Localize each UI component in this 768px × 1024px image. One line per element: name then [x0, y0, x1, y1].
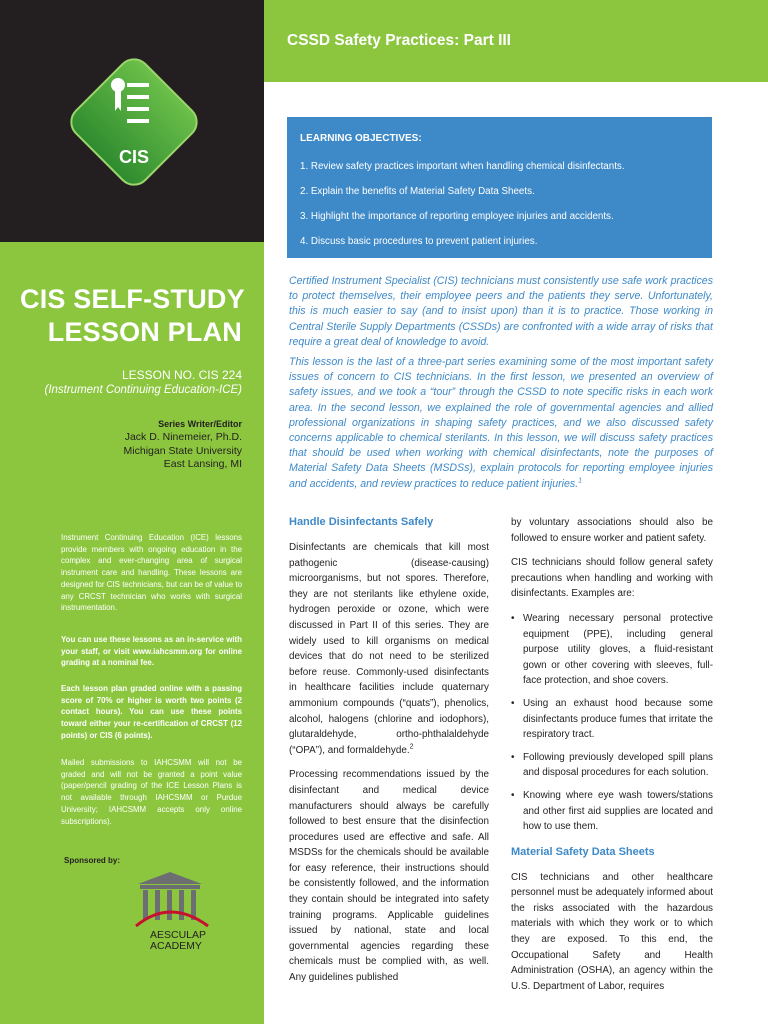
body-column-left [289, 515, 489, 995]
learning-objectives-box [287, 117, 712, 258]
writer-org: Michigan State University [123, 444, 242, 457]
sponsor-line2: ACADEMY [150, 940, 202, 952]
body-paragraph: CIS technicians should follow general safety precautions when handling and working with disinfectants. Examples are: [511, 557, 713, 600]
logo-text: CIS [118, 147, 150, 167]
objective-item: 3. Highlight the importance of reporting employee injuries and accidents. [300, 211, 614, 222]
objective-item: 1. Review safety practices important when handling chemical disinfectants. [300, 161, 625, 172]
sponsor-line1: AESCULAP [150, 929, 207, 941]
list-item: • Wearing necessary personal protective equipment (PPE), including general purpose utility gloves, a fluid-resistant gown or other covering with sleeves, full-face protection, and shoe covers. [511, 611, 713, 689]
certificate-document-icon [111, 75, 153, 133]
body-paragraph: by voluntary associations should also be followed to ensure worker and patient safety. [511, 517, 713, 544]
logo-panel [0, 0, 264, 242]
writer-block [20, 431, 242, 472]
sponsored-label: Sponsored by: [64, 856, 121, 865]
objective-item: 4. Discuss basic procedures to prevent patient injuries. [300, 236, 538, 247]
footnote-ref: 1 [578, 477, 583, 485]
intro-paragraph-1: Certified Instrument Specialist (CIS) technicians must consistently use safe work practices to protect themselves, their employee peers and the patients they serve. Unfortunately, this is much easier to say (and to insist upon) than it is to practice. Those working in Central Sterile Supply Departments (CSSDs) are confronted with a wide array of risks that require a great deal of knowledge to avoid. [289, 275, 713, 348]
footnote-ref: 2 [409, 743, 414, 751]
page-title: CSSD Safety Practices: Part III [287, 32, 511, 49]
ice-description: Instrument Continuing Education (ICE) lessons provide members with ongoing education in the complex and ever-changing area of surgical instrument care and handling. These lessons are designed for CIS technicians, but can be of value to any CRCST technician who works with surgical instrumentation. [61, 533, 242, 613]
writer-heading: Series Writer/Editor [158, 419, 242, 429]
precautions-list [511, 611, 713, 835]
mailed-submissions-note: Mailed submissions to IAHCSMM will not be graded and will not be granted a point value (paper/pencil grading of the ICE Lesson Plans is not available through IAHCSMM or Purdue University; IAHCSMM accepts only online subscriptions). [61, 758, 242, 826]
writer-name: Jack D. Ninemeier, Ph.D. [124, 431, 242, 443]
title-line1: CIS SELF-STUDY [20, 284, 245, 314]
title-line2: LESSON PLAN [47, 317, 242, 347]
intro-paragraph-2 [289, 355, 713, 492]
body-paragraph: CIS technicians and other healthcare personnel must be adequately informed about the risks associated with the hazardous materials with which they work or to which they are exposed. To this end, the Occupational Safety and Health Administration (OSHA), an agency within the U.S. Department of Labor, requires [511, 871, 713, 992]
body-paragraph [289, 540, 489, 758]
objectives-heading: LEARNING OBJECTIVES: [300, 133, 422, 144]
list-item: • Following previously developed spill plans and disposal procedures for each solution. [511, 750, 713, 781]
list-item: • Knowing where eye wash towers/stations and other first aid supplies are located and how to use them. [511, 788, 713, 835]
cis-logo [57, 45, 211, 199]
section-heading-msds: Material Safety Data Sheets [511, 845, 655, 858]
inservice-note: You can use these lessons as an in-service with your staff, or visit www.iahcsmm.org for online grading at a nominal fee. [61, 635, 242, 668]
lesson-subtitle: (Instrument Continuing Education-ICE) [44, 384, 242, 396]
objective-item: 2. Explain the benefits of Material Safety Data Sheets. [300, 186, 535, 197]
intro-paragraph-2-text: This lesson is the last of a three-part series examining some of the most important safety issues of concern to CIS technicians. In the first lesson, we presented an overview of safety issues, and we took a “tour” through the CSSD to note specific risks in each work area. In the second lesson, we explained the role of governmental agencies and allied professional organizations in shaping safety practices, and we also discussed safety concerns applicable to chemical sterilants. In this lesson, we will discuss safety practices that should be used when working with chemical disinfectants, note the purposes of Material Safety Data Sheets (MSDSs), explain protocols for reporting employee injuries and accidents, and review practices to reduce patient injuries. [289, 356, 713, 490]
sponsor-name [150, 930, 206, 952]
left-sidebar [0, 0, 264, 1024]
list-item: • Using an exhaust hood because some disinfectants produce fumes that irritate the respiratory tract. [511, 696, 713, 743]
section-heading-disinfectants: Handle Disinfectants Safely [289, 516, 434, 528]
lesson-number: LESSON NO. CIS 224 [121, 368, 242, 382]
body-paragraph: Processing recommendations issued by the disinfectant and medical device manufacturers should always be carefully followed to best ensure that the disinfection procedures used are effective and safe. All MSDSs for the chemicals should be available for easy reference, their instructions should be consistently followed, and the information they contain should be integrated into safety training programs. Applicable guidelines issued by national, state and local governmental agencies regarding these chemicals must be complied with, as well. Any guidelines published [289, 769, 489, 984]
body-column-right [511, 515, 713, 1003]
writer-city: East Lansing, MI [163, 458, 242, 470]
lesson-plan-title [20, 283, 245, 349]
grading-note: Each lesson plan graded online with a passing score of 70% or higher is worth two points (2 contact hours). You can use these points toward either your re-certification of CRCST (12 points) or CIS (6 points). [61, 684, 242, 740]
body-paragraph-text: Disinfectants are chemicals that kill most pathogenic (disease-causing) microorganisms, but not spores. Therefore, they are not sterilants like ethylene oxide, hydrogen peroxide or ozone, which were discussed in Part II of this series. They are widely used to kill organisms on medical devices that do not need to be sterilized before reuse. Commonly-used disinfectants in healthcare facilities include quaternary ammonium compounds (“quats”), phenolics, alcohol, halogens (chlorine and iodophors), glutaraldehyde, ortho-phthalaldehyde (“OPA”), and formaldehyde. [289, 542, 489, 756]
